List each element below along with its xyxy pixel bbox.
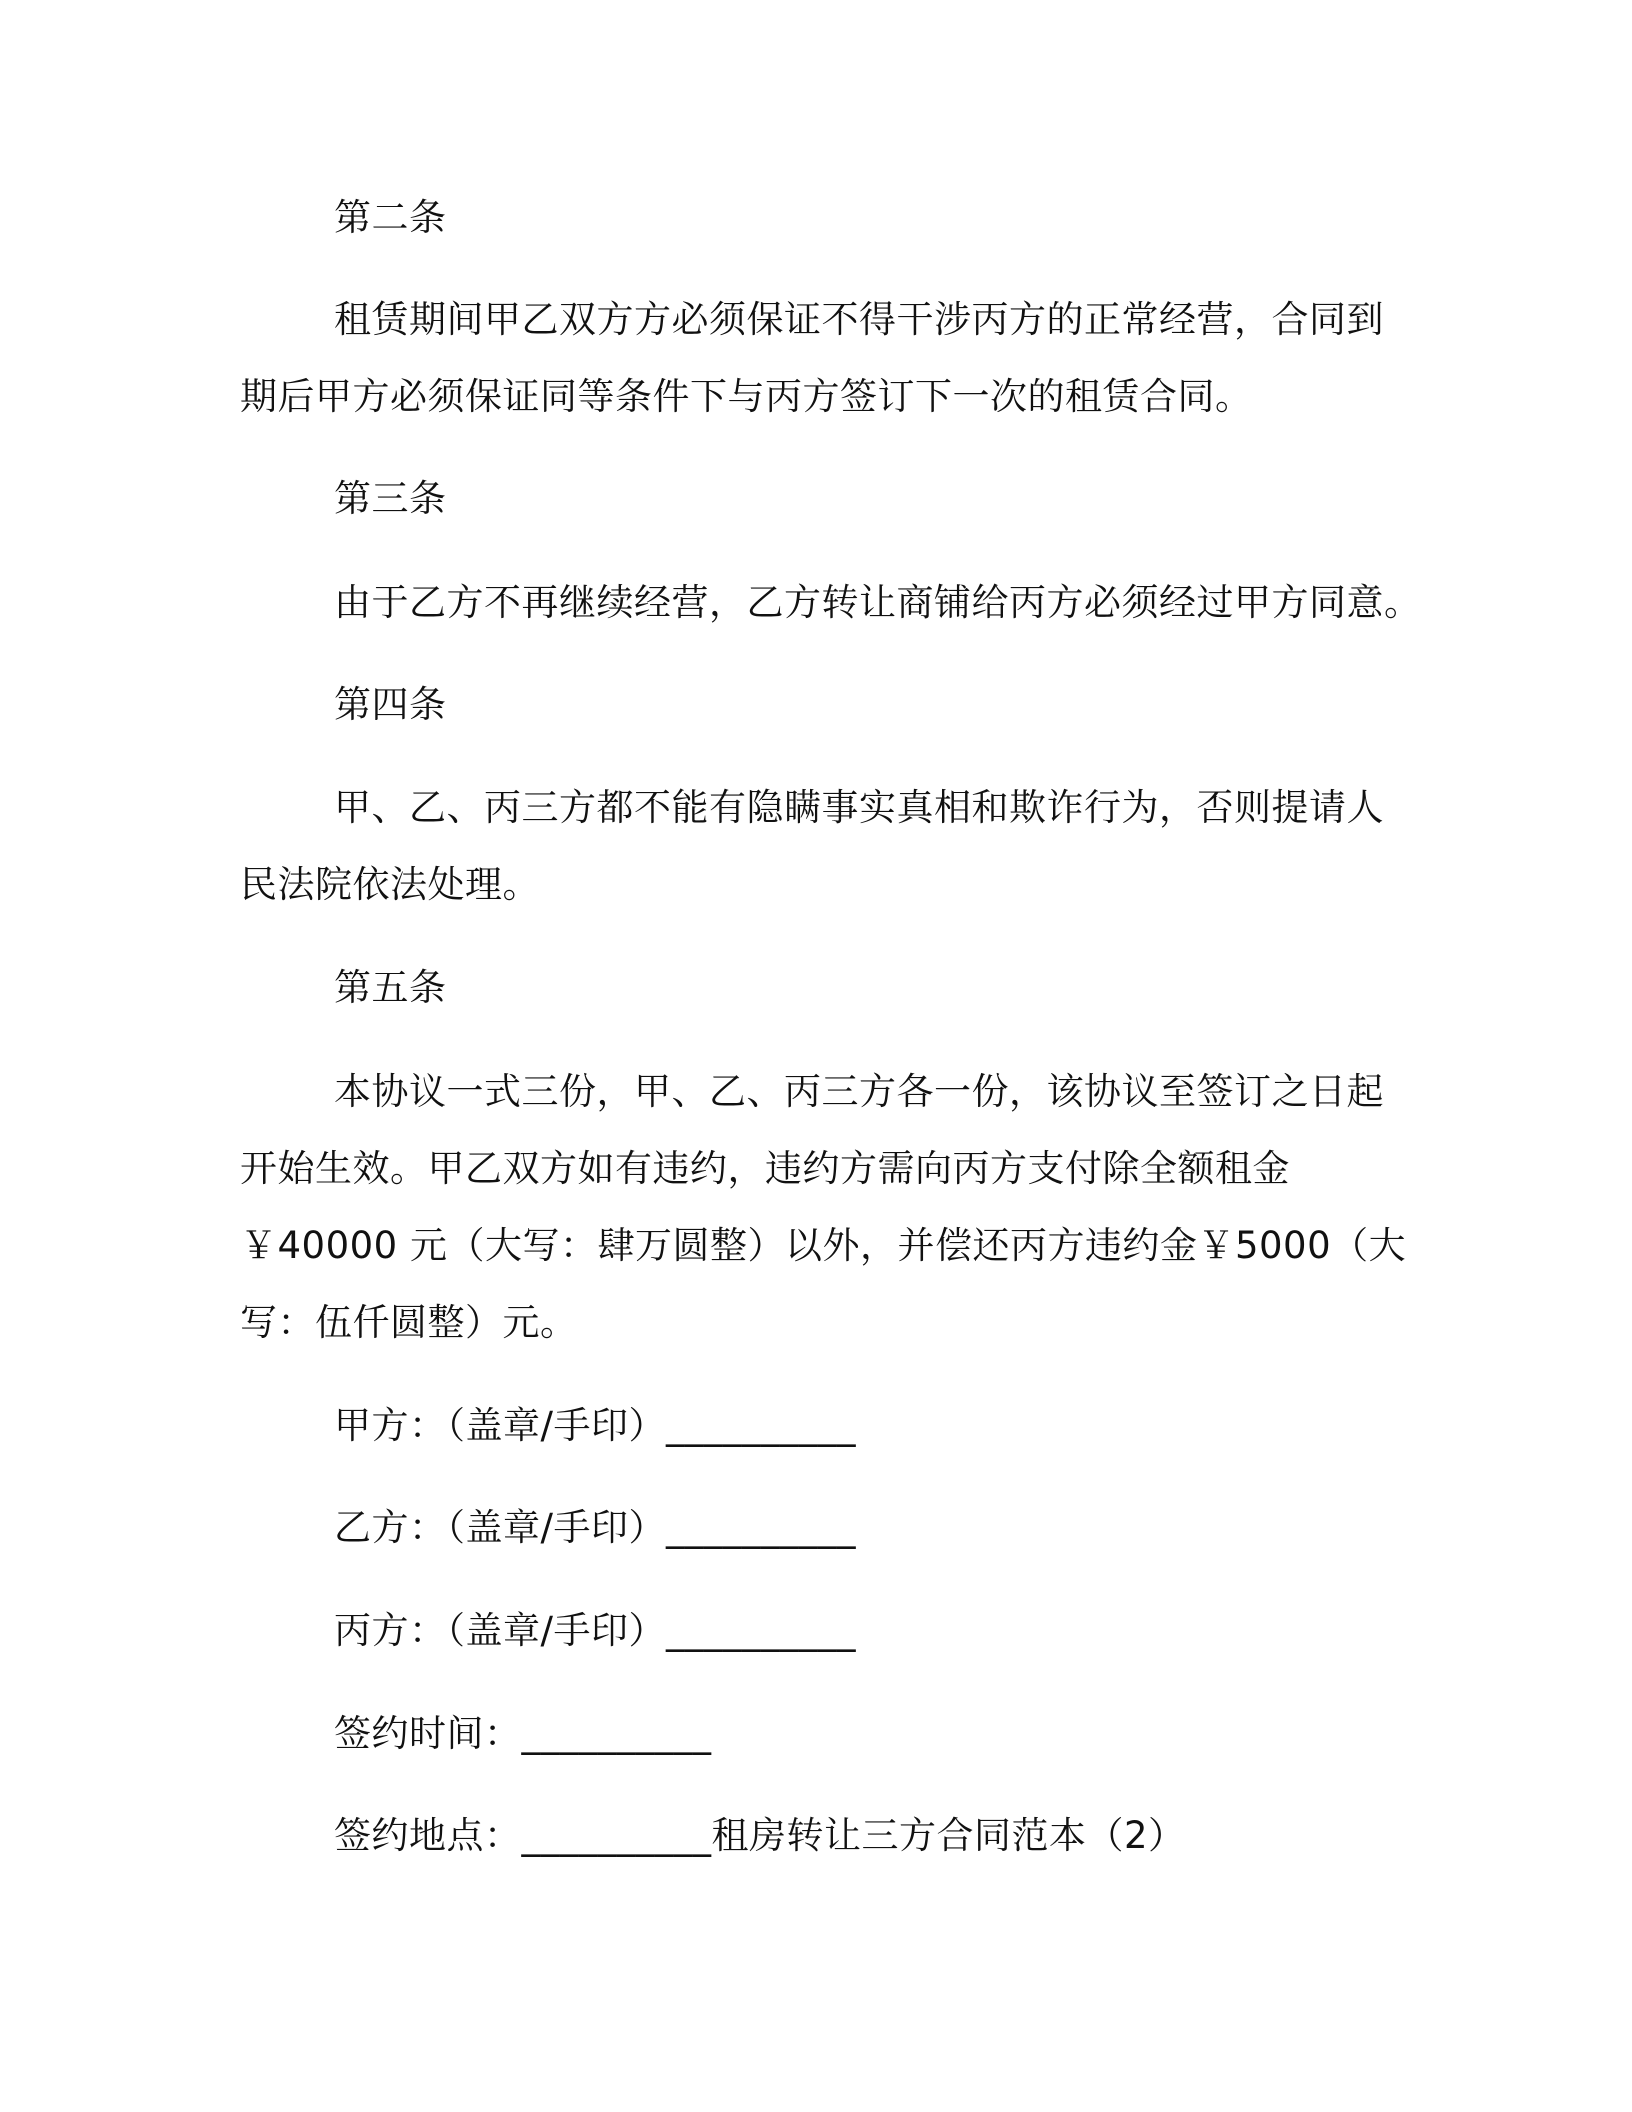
article-5-line-2: 开始生效。甲乙双方如有违约，违约方需向丙方支付除全额租金: [240, 1147, 1290, 1190]
article-5-line-1: 本协议一式三份，甲、乙、丙三方各一份，该协议至签订之日起: [334, 1070, 1384, 1113]
party-c-signature-line: 丙方：（盖章/手印）__________: [334, 1609, 856, 1652]
article-2-line-2: 期后甲方必须保证同等条件下与丙方签订下一次的租赁合同。: [240, 375, 1253, 418]
sign-place-line: 签约地点：__________租房转让三方合同范本（2）: [334, 1814, 1186, 1857]
party-b-signature-line: 乙方：（盖章/手印）__________: [334, 1506, 856, 1549]
article-5-line-3: ￥40000 元（大写：肆万圆整）以外，并偿还丙方违约金￥5000（大: [240, 1224, 1407, 1267]
article-5-heading: 第五条: [334, 966, 447, 1009]
article-4-line-1: 甲、乙、丙三方都不能有隐瞒事实真相和欺诈行为，否则提请人: [334, 786, 1384, 829]
article-2-line-1: 租赁期间甲乙双方方必须保证不得干涉丙方的正常经营，合同到: [334, 298, 1384, 341]
sign-time-line: 签约时间：__________: [334, 1712, 712, 1755]
article-2-heading: 第二条: [334, 196, 447, 239]
article-3-line-1: 由于乙方不再继续经营，乙方转让商铺给丙方必须经过甲方同意。: [334, 581, 1422, 624]
article-4-line-2: 民法院依法处理。: [240, 863, 540, 906]
article-4-heading: 第四条: [334, 683, 447, 726]
article-3-heading: 第三条: [334, 477, 447, 520]
party-a-signature-line: 甲方：（盖章/手印）__________: [334, 1404, 856, 1447]
article-5-line-4: 写：伍仟圆整）元。: [240, 1301, 578, 1344]
